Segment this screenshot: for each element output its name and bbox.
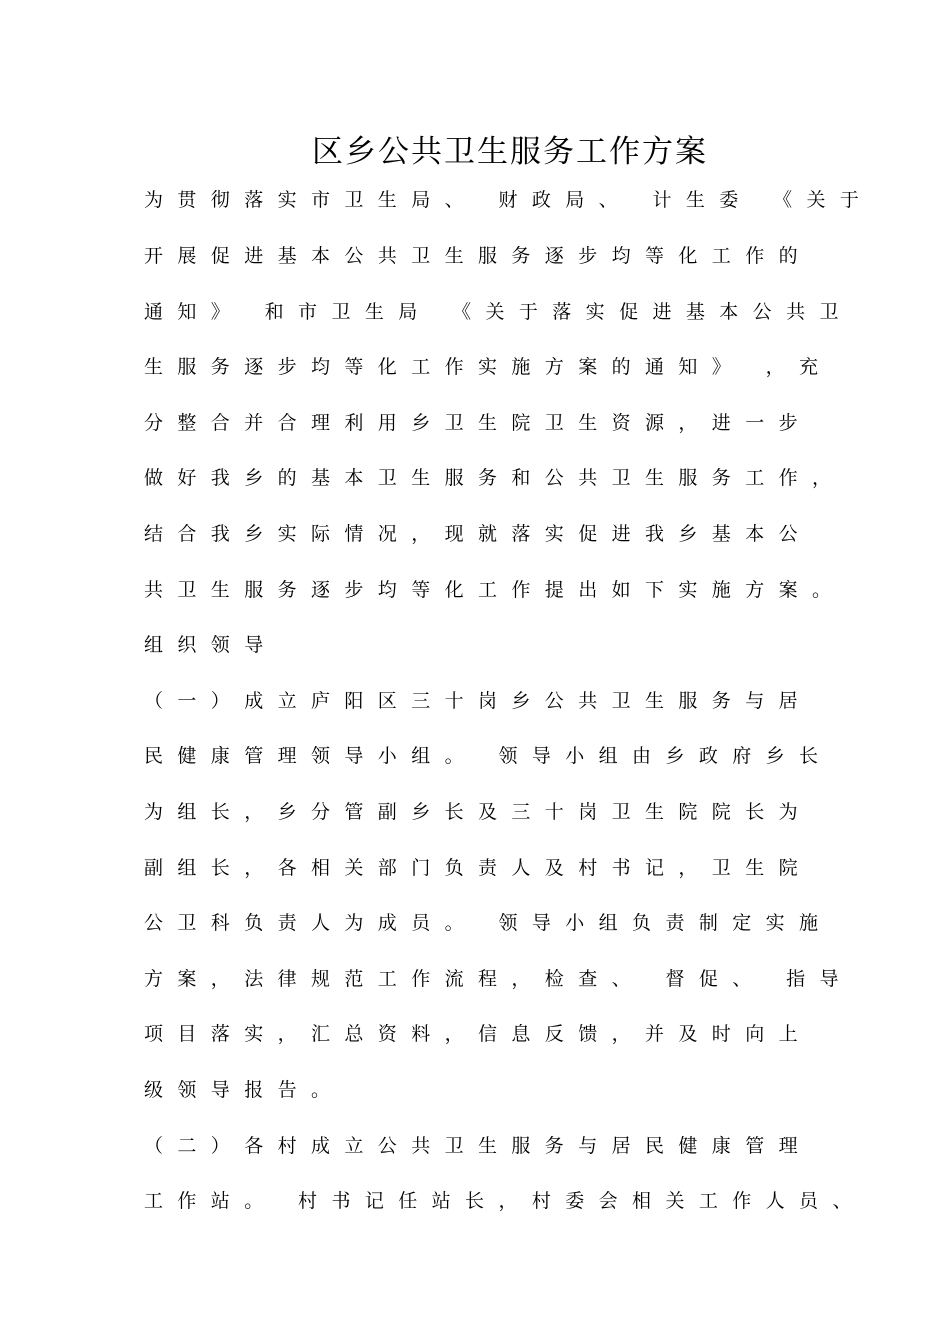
text-line: 通知》 和市卫生局 《关于落实促进基本公共卫 (144, 301, 853, 323)
text-line: 方案，法律规范工作流程，检查、 督促、 指导 (144, 968, 853, 990)
text-line: 做好我乡的基本卫生服务和公共卫生服务工作， (144, 467, 846, 489)
text-line: 民健康管理领导小组。 领导小组由乡政府乡长 (144, 745, 833, 767)
text-line: 公卫科负责人为成员。 领导小组负责制定实施 (144, 912, 833, 934)
text-line: 项目落实，汇总资料，信息反馈，并及时向上 (144, 1023, 813, 1045)
text-line: 为组长，乡分管副乡长及三十岗卫生院院长为 (144, 801, 813, 823)
text-line: 工作站。 村书记任站长，村委会相关工作人员、 (144, 1190, 866, 1212)
text-line: 结合我乡实际情况，现就落实促进我乡基本公 (144, 523, 813, 545)
text-line: （二）各村成立公共卫生服务与居民健康管理 (144, 1135, 813, 1157)
text-line: 共卫生服务逐步均等化工作提出如下实施方案。 (144, 579, 846, 601)
text-line: （一）成立庐阳区三十岗乡公共卫生服务与居 (144, 690, 813, 712)
text-line: 级领导报告。 (144, 1079, 345, 1101)
text-line: 副组长，各相关部门负责人及村书记，卫生院 (144, 857, 813, 879)
text-line: 生服务逐步均等化工作实施方案的通知》 ，充 (144, 356, 833, 378)
text-line: 开展促进基本公共卫生服务逐步均等化工作的 (144, 245, 813, 267)
text-line: 为贯彻落实市卫生局、 财政局、 计生委 《关于 (144, 189, 874, 211)
document-title: 区乡公共卫生服务工作方案 (312, 134, 708, 170)
section-heading: 组织领导 (144, 634, 278, 656)
text-line: 分整合并合理利用乡卫生院卫生资源，进一步 (144, 412, 813, 434)
